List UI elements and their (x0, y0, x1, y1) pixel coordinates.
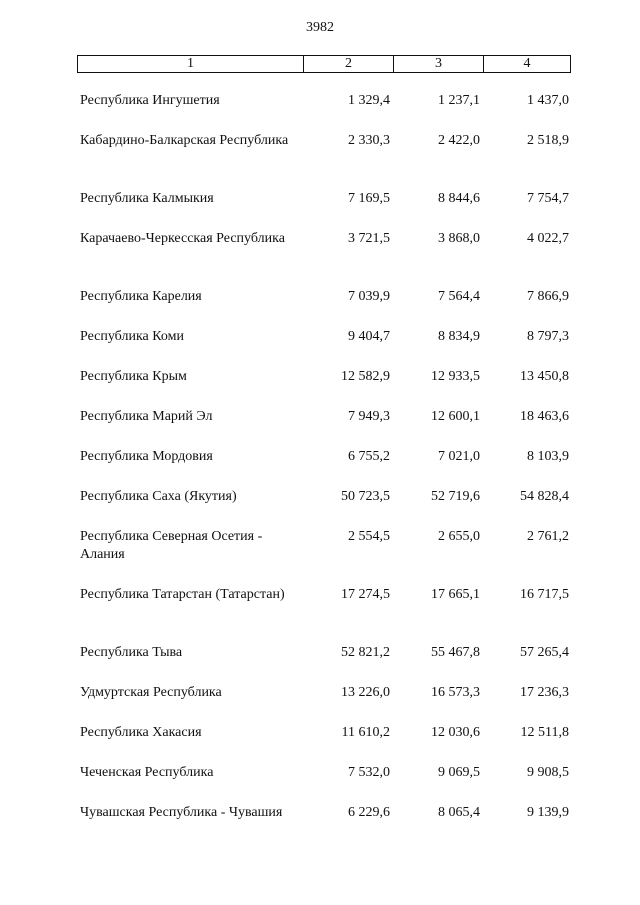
value-col-2: 7 039,9 (348, 289, 390, 304)
value-col-2: 6 229,6 (348, 805, 390, 820)
region-name: Карачаево-Черкесская Республика (80, 231, 285, 246)
region-name: Республика Северная Осетия - Алания (80, 529, 263, 562)
value-col-4: 18 463,6 (520, 409, 569, 424)
value-col-3: 12 933,5 (431, 369, 480, 384)
region-name: Удмуртская Республика (80, 685, 222, 700)
value-col-3: 8 834,9 (438, 329, 480, 344)
value-col-3: 2 422,0 (438, 133, 480, 148)
value-col-4: 16 717,5 (520, 587, 569, 602)
table-row (77, 230, 571, 288)
value-col-2: 6 755,2 (348, 449, 390, 464)
value-col-2: 9 404,7 (348, 329, 390, 344)
value-col-4: 2 761,2 (527, 529, 569, 544)
value-col-4: 13 450,8 (520, 369, 569, 384)
table-row (77, 724, 571, 764)
header-col-3: 3 (393, 56, 483, 72)
value-col-3: 52 719,6 (431, 489, 480, 504)
region-name: Республика Ингушетия (80, 93, 220, 108)
value-col-3: 8 844,6 (438, 191, 480, 206)
table-row (77, 644, 571, 684)
value-col-4: 57 265,4 (520, 645, 569, 660)
table-row (77, 328, 571, 368)
table-row (77, 408, 571, 448)
value-col-3: 7 564,4 (438, 289, 480, 304)
value-col-4: 7 866,9 (527, 289, 569, 304)
region-name: Республика Татарстан (Татарстан) (80, 587, 285, 602)
region-name: Республика Тыва (80, 645, 183, 660)
table-header (77, 55, 571, 73)
table-row (77, 586, 571, 644)
region-name: Республика Саха (Якутия) (80, 489, 237, 504)
value-col-2: 1 329,4 (348, 93, 390, 108)
value-col-3: 12 030,6 (431, 725, 480, 740)
table-row (77, 804, 571, 844)
table-row (77, 92, 571, 132)
value-col-2: 2 330,3 (348, 133, 390, 148)
region-name: Республика Коми (80, 329, 184, 344)
value-col-2: 3 721,5 (348, 231, 390, 246)
value-col-3: 7 021,0 (438, 449, 480, 464)
region-name: Республика Крым (80, 369, 187, 384)
region-name: Кабардино-Балкарская Республика (80, 133, 289, 148)
table-row (77, 132, 571, 190)
table-row (77, 764, 571, 804)
value-col-3: 17 665,1 (431, 587, 480, 602)
region-name: Чеченская Республика (80, 765, 214, 780)
value-col-4: 1 437,0 (527, 93, 569, 108)
table-row (77, 190, 571, 230)
value-col-4: 4 022,7 (527, 231, 569, 246)
value-col-2: 17 274,5 (341, 587, 390, 602)
value-col-4: 17 236,3 (520, 685, 569, 700)
region-name: Республика Калмыкия (80, 191, 214, 206)
region-name: Республика Хакасия (80, 725, 202, 740)
value-col-4: 8 797,3 (527, 329, 569, 344)
value-col-2: 7 169,5 (348, 191, 390, 206)
value-col-2: 7 532,0 (348, 765, 390, 780)
region-name: Чувашская Республика - Чувашия (80, 805, 283, 820)
region-name: Республика Мордовия (80, 449, 213, 464)
table-row (77, 368, 571, 408)
table-row (77, 448, 571, 488)
header-col-4: 4 (483, 56, 570, 72)
value-col-4: 12 511,8 (520, 725, 569, 740)
value-col-2: 50 723,5 (341, 489, 390, 504)
region-name: Республика Карелия (80, 289, 202, 304)
value-col-3: 12 600,1 (431, 409, 480, 424)
table-row (77, 528, 571, 586)
table-row (77, 684, 571, 724)
value-col-3: 55 467,8 (431, 645, 480, 660)
value-col-4: 8 103,9 (527, 449, 569, 464)
value-col-2: 12 582,9 (341, 369, 390, 384)
value-col-3: 1 237,1 (438, 93, 480, 108)
value-col-2: 52 821,2 (341, 645, 390, 660)
header-col-2: 2 (303, 56, 393, 72)
value-col-2: 2 554,5 (348, 529, 390, 544)
value-col-4: 9 908,5 (527, 765, 569, 780)
value-col-4: 54 828,4 (520, 489, 569, 504)
value-col-3: 9 069,5 (438, 765, 480, 780)
value-col-4: 9 139,9 (527, 805, 569, 820)
table-row (77, 488, 571, 528)
value-col-2: 7 949,3 (348, 409, 390, 424)
region-name: Республика Марий Эл (80, 409, 213, 424)
value-col-4: 7 754,7 (527, 191, 569, 206)
header-col-1: 1 (187, 56, 194, 71)
value-col-4: 2 518,9 (527, 133, 569, 148)
value-col-3: 3 868,0 (438, 231, 480, 246)
value-col-3: 16 573,3 (431, 685, 480, 700)
value-col-2: 13 226,0 (341, 685, 390, 700)
value-col-3: 8 065,4 (438, 805, 480, 820)
value-col-2: 11 610,2 (341, 725, 390, 740)
value-col-3: 2 655,0 (438, 529, 480, 544)
page-number: 3982 (306, 20, 334, 35)
table-row (77, 288, 571, 328)
table-body (77, 92, 571, 844)
